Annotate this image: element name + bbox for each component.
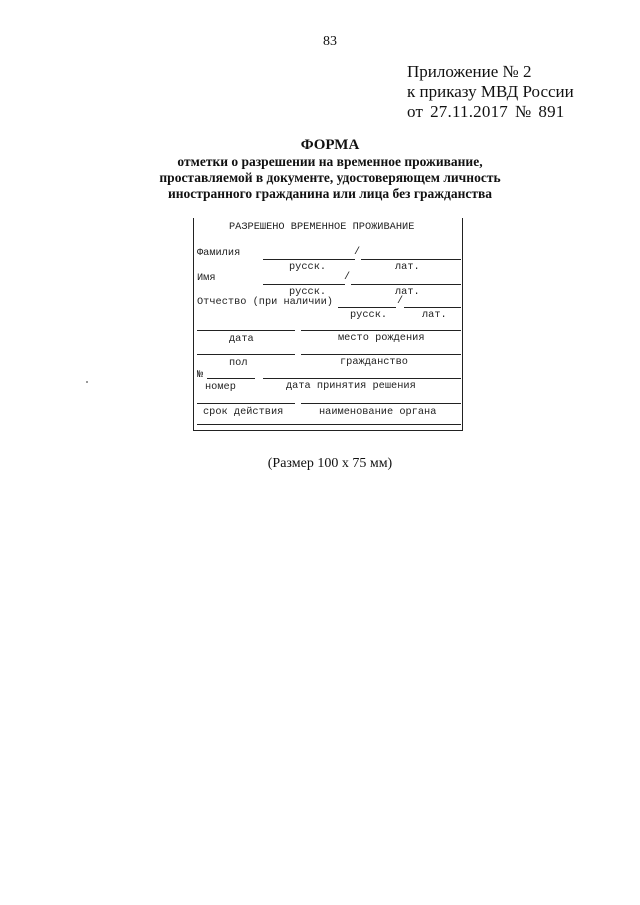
name-lat-caption: лат. (395, 286, 420, 298)
scan-speck (86, 381, 88, 383)
page-number: 83 (323, 34, 337, 49)
authority-line (301, 403, 461, 404)
surname-lat-line (361, 259, 461, 260)
patronymic-lat-line (404, 307, 461, 308)
bottom-inner-line (197, 424, 461, 425)
patronymic-rus-line (338, 307, 396, 308)
heading-line-1: отметки о разрешении на временное проживание, (177, 154, 483, 169)
number-sign: № (197, 369, 204, 381)
form-heading (100, 136, 560, 202)
heading-title: ФОРМА (300, 137, 360, 153)
birthplace-caption: место рождения (338, 332, 425, 344)
patronymic-rus-caption: русск. (350, 309, 388, 321)
name-label: Имя (197, 272, 216, 284)
surname-lat-caption: лат. (395, 261, 420, 273)
surname-label: Фамилия (197, 247, 241, 259)
stamp-title: РАЗРЕШЕНО ВРЕМЕННОЕ ПРОЖИВАНИЕ (229, 221, 415, 233)
citizenship-top-line (301, 354, 461, 355)
decision-date-line (263, 378, 461, 379)
name-slash: / (344, 271, 351, 283)
date-line (197, 330, 295, 331)
surname-slash: / (354, 246, 361, 258)
size-caption: (Размер 100 х 75 мм) (267, 456, 393, 471)
heading-line-3: иностранного гражданина или лица без гражданства (167, 186, 493, 201)
appendix-block (407, 62, 574, 122)
appendix-number: 891 (538, 102, 565, 121)
appendix-from: от (407, 102, 424, 121)
patronymic-lat-caption: лат. (422, 309, 447, 321)
appendix-no-sign: № (514, 102, 532, 121)
decision-date-caption: дата принятия решения (286, 380, 416, 392)
number-caption: номер (205, 381, 236, 393)
validity-caption: срок действия (203, 406, 284, 418)
surname-rus-caption: русск. (289, 261, 327, 273)
authority-caption: наименование органа (319, 406, 437, 418)
date-caption: дата (229, 333, 254, 345)
appendix-line-1: Приложение № 2 (407, 62, 532, 81)
heading-line-2: проставляемой в документе, удостоверяющем личность (159, 170, 501, 185)
name-rus-caption: русск. (289, 286, 327, 298)
appendix-date: 27.11.2017 (430, 102, 508, 121)
surname-rus-line (263, 259, 355, 260)
validity-line (197, 403, 295, 404)
patronymic-label: Отчество (при наличии) (197, 296, 333, 308)
sex-line (197, 354, 295, 355)
name-lat-line (351, 284, 461, 285)
birthplace-line (301, 330, 461, 331)
number-line (207, 378, 255, 379)
appendix-line-3 (407, 102, 574, 122)
patronymic-slash: / (397, 295, 404, 307)
appendix-line-2: к приказу МВД России (407, 82, 574, 101)
citizenship-caption: гражданство (340, 356, 408, 368)
sex-caption: пол (229, 357, 248, 369)
stamp-form (193, 218, 465, 434)
name-rus-line (263, 284, 345, 285)
